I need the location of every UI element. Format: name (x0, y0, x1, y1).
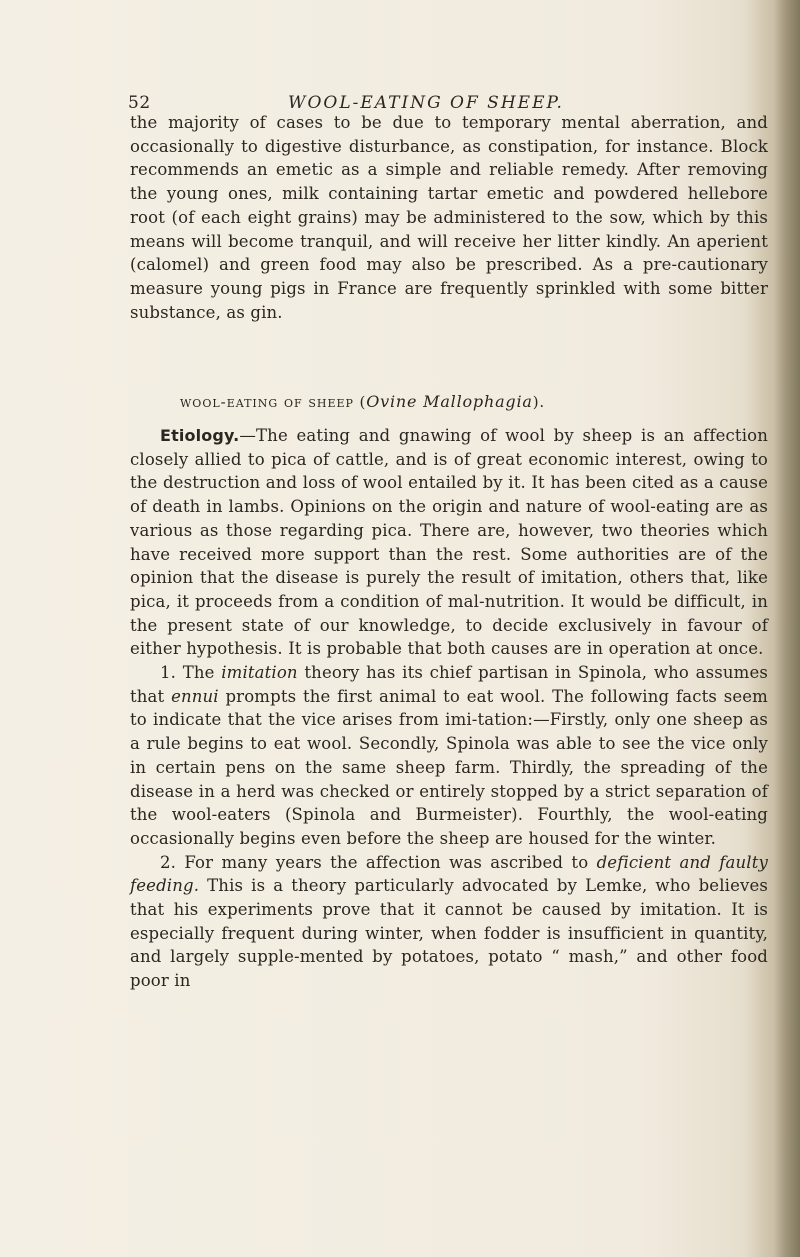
imitation-term: imitation (221, 663, 298, 683)
etiology-text: —The eating and gnawing of wool by sheep is an affection closely allied to pica of cattle, and is of great economic interest, owing to the destruction and loss of wool entailed by it. It has been cited as a cause of death in lambs. Opinions on the origin and nature of wool-eating are as various as those regarding pica. There are, however, two theories which have received more support than the rest. Some authorities are of the opinion that the disease is purely the result of imitation, others that, like pica, it proceeds from a condition of mal-nutrition. It would be difficult, in the present state of our knowledge, to decide exclusively in favour of either hypothesis. It is probable that both causes are in operation at once. (130, 426, 768, 659)
feeding-term: deficient and faulty feeding. (130, 852, 768, 896)
feeding-paragraph (130, 851, 768, 993)
section-heading-latin: Ovine Mallophagia (366, 392, 533, 411)
continuation-paragraph: the majority of cases to be due to temporary mental aberration, and occasionally to digestive disturbance, as constipation, for instance. Block recommends an emetic as a simple and reliable remedy. After removing the young ones, milk containing tartar emetic and powdered hellebore root (of each eight grains) may be administered to the sow, which by this means will become tranquil, and will receive her litter kindly. An aperient (calomel) and green food may also be prescribed. As a pre-cautionary measure young pigs in France are frequently sprinkled with some bitter substance, as gin. (130, 113, 768, 322)
section-heading-close-paren: ). (532, 393, 545, 411)
continuation-paragraph-block (130, 111, 768, 324)
ennui-term: ennui (171, 686, 219, 706)
page-number: 52 (128, 93, 151, 113)
imitation-prefix: 1. The (160, 663, 222, 683)
etiology-lead: Etiology. (160, 426, 240, 445)
etiology-paragraph (130, 424, 768, 661)
section-heading-title: wool-eating of sheep (180, 393, 354, 411)
imitation-text: prompts the first animal to eat wool. The following facts seem to indicate that the vice arises from imi-tation:—Firstly, only one sheep as a rule begins to eat wool. Secondly, Spinola was able to see the vice only in certain pens on the same sheep farm. Thirdly, the spreading of the disease in a herd was checked or entirely stopped by a strict separation of the wool-eaters (Spinola and Burmeister). Fourthly, the wool-eating occasionally begins even before the sheep are housed for the winter. (130, 686, 768, 848)
imitation-mid: theory has its chief partisan in Spinola, who assumes that (130, 663, 768, 706)
page-binding-edge (774, 0, 800, 1257)
section-heading (180, 392, 740, 411)
running-head: WOOL-EATING OF SHEEP. (288, 93, 564, 113)
feeding-text: This is a theory particularly advocated by Lemke, who believes that his experiments prove that it cannot be caused by imitation. It is especially frequent during winter, when fodder is insufficient in quantity, and largely supple-mented by potatoes, potato “ mash,” and other food poor in (130, 876, 768, 991)
feeding-prefix: 2. For many years the affection was ascribed to (160, 852, 597, 872)
section-body (130, 424, 768, 993)
imitation-paragraph (130, 661, 768, 851)
section-heading-open-paren: ( (359, 393, 367, 411)
